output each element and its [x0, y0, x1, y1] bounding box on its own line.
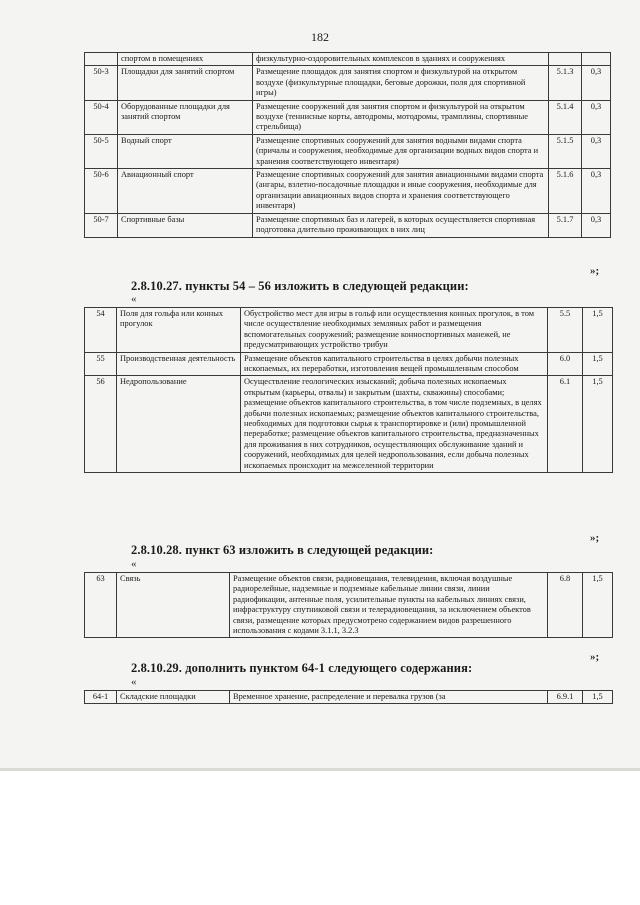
land-use-table-sports — [84, 52, 611, 238]
closing-quote-3: »; — [590, 651, 600, 663]
table-row — [85, 66, 611, 100]
table-row — [85, 308, 613, 353]
use-name-cell: Спортивные базы — [118, 213, 253, 237]
land-use-table-communications — [84, 572, 613, 638]
row-number-cell: 50-4 — [85, 100, 118, 134]
classifier-code-cell: 5.1.3 — [549, 66, 582, 100]
classifier-code-cell: 5.5 — [548, 308, 583, 353]
use-description-cell: Временное хранение, распределение и перевалка грузов (за — [230, 691, 548, 704]
section-heading-2-8-10-29: 2.8.10.29. дополнить пунктом 64-1 следующего содержания: — [131, 661, 473, 675]
row-number-cell: 50-3 — [85, 66, 118, 100]
use-description-cell: Размещение объектов капитального строительства в целях добычи полезных ископаемых, их переработки, изготовления вещей промышленным способом — [241, 352, 548, 376]
use-description-cell: Обустройство мест для игры в гольф или осуществления конных прогулок, в том числе осуществление необходимых земляных работ и размещения вспомогательных сооружений; размещение конноспортивных манежей, не предусматривающих устройство трибун — [241, 308, 548, 353]
table-row — [85, 169, 611, 214]
use-name-cell: Авиационный спорт — [118, 169, 253, 214]
coefficient-cell: 1,5 — [583, 308, 613, 353]
use-name-cell: Оборудованные площадки для занятий спортом — [118, 100, 253, 134]
use-description-cell: физкультурно-оздоровительных комплексов в зданиях и сооружениях — [253, 53, 549, 66]
row-number-cell — [85, 53, 118, 66]
land-use-table-golf-production — [84, 307, 613, 473]
use-description-cell: Осуществление геологических изысканий; добыча полезных ископаемых открытым (карьеры, отвалы) и закрытым (шахты, скважины) способами; размещение объектов капитального строительства, в том числе подземных, в целях добычи полезных ископаемых; размещение объектов капитального строительства, необходимых для подготовки сырья к транспортировке и (или) промышленной переработке; размещение объектов капитального строительства, предназначенных для проживания в них сотрудников, осуществляющих обслуживание зданий и сооружений, необходимых для целей недропользования, если добыча полезных ископаемых происходит на межселенной территории — [241, 376, 548, 473]
section-heading-2-8-10-27: 2.8.10.27. пункты 54 – 56 изложить в следующей редакции: — [131, 279, 469, 293]
closing-quote-2: »; — [590, 532, 600, 544]
coefficient-cell: 1,5 — [583, 376, 613, 473]
classifier-code-cell: 5.1.7 — [549, 213, 582, 237]
coefficient-cell: 1,5 — [583, 691, 613, 704]
coefficient-cell: 0,3 — [582, 134, 611, 168]
table-row — [85, 573, 613, 638]
use-name-cell: Поля для гольфа или конных прогулок — [117, 308, 241, 353]
classifier-code-cell: 6.1 — [548, 376, 583, 473]
coefficient-cell: 1,5 — [583, 573, 613, 638]
row-number-cell: 63 — [85, 573, 117, 638]
classifier-code-cell: 5.1.6 — [549, 169, 582, 214]
use-description-cell: Размещение объектов связи, радиовещания, телевидения, включая воздушные радиорелейные, надземные и подземные кабельные линии связи, линии радиофикации, антенные поля, усилительные пункты на кабельных линиях связи, инфраструктуру спутниковой связи и телерадиовещания, за исключением объектов связи, размещение которых предусмотрено содержанием видов разрешенного использования с кодами 3.1.1, 3.2.3 — [230, 573, 548, 638]
coefficient-cell — [582, 53, 611, 66]
opening-quote-2: « — [131, 558, 137, 570]
classifier-code-cell: 6.0 — [548, 352, 583, 376]
opening-quote-1: « — [131, 293, 137, 305]
classifier-code-cell: 5.1.5 — [549, 134, 582, 168]
use-name-cell: Производственная деятельность — [117, 352, 241, 376]
use-description-cell: Размещение спортивных сооружений для занятия водными видами спорта (причалы и сооружения, необходимые для организации водных видов спорта и хранения соответствующего инвентаря) — [253, 134, 549, 168]
table-row — [85, 100, 611, 134]
opening-quote-3: « — [131, 676, 137, 688]
use-name-cell: Складские площадки — [117, 691, 230, 704]
land-use-table-storage — [84, 690, 613, 704]
use-description-cell: Размещение сооружений для занятия спортом и физкультурой на открытом воздухе (теннисные корты, автодромы, мотодромы, трамплины, спортивные стрельбища) — [253, 100, 549, 134]
table-row — [85, 53, 611, 66]
row-number-cell: 54 — [85, 308, 117, 353]
page-number: 182 — [311, 30, 329, 44]
row-number-cell: 64-1 — [85, 691, 117, 704]
use-name-cell: Связь — [117, 573, 230, 638]
use-description-cell: Размещение спортивных сооружений для занятия авиационными видами спорта (ангары, взлетно-посадочные площадки и иные сооружения, необходимые для организации авиационных видов спорта и хранения соответствующего инвентаря) — [253, 169, 549, 214]
row-number-cell: 56 — [85, 376, 117, 473]
use-description-cell: Размещение спортивных баз и лагерей, в которых осуществляется спортивная подготовка длительно проживающих в них лиц — [253, 213, 549, 237]
table-row — [85, 376, 613, 473]
table-row — [85, 352, 613, 376]
coefficient-cell: 0,3 — [582, 100, 611, 134]
classifier-code-cell: 5.1.4 — [549, 100, 582, 134]
use-name-cell: Недропользование — [117, 376, 241, 473]
coefficient-cell: 0,3 — [582, 169, 611, 214]
row-number-cell: 50-6 — [85, 169, 118, 214]
closing-quote-1: »; — [590, 265, 600, 277]
coefficient-cell: 0,3 — [582, 66, 611, 100]
classifier-code-cell: 6.8 — [548, 573, 583, 638]
classifier-code-cell — [549, 53, 582, 66]
use-name-cell: спортом в помещениях — [118, 53, 253, 66]
classifier-code-cell: 6.9.1 — [548, 691, 583, 704]
table-row — [85, 691, 613, 704]
row-number-cell: 55 — [85, 352, 117, 376]
table-row — [85, 213, 611, 237]
use-description-cell: Размещение площадок для занятия спортом и физкультурой на открытом воздухе (физкультурные площадки, беговые дорожки, поля для спортивной игры) — [253, 66, 549, 100]
row-number-cell: 50-7 — [85, 213, 118, 237]
section-heading-2-8-10-28: 2.8.10.28. пункт 63 изложить в следующей редакции: — [131, 543, 434, 557]
page-bottom-edge — [0, 768, 640, 771]
row-number-cell: 50-5 — [85, 134, 118, 168]
use-name-cell: Площадки для занятий спортом — [118, 66, 253, 100]
use-name-cell: Водный спорт — [118, 134, 253, 168]
table-row — [85, 134, 611, 168]
coefficient-cell: 1,5 — [583, 352, 613, 376]
coefficient-cell: 0,3 — [582, 213, 611, 237]
